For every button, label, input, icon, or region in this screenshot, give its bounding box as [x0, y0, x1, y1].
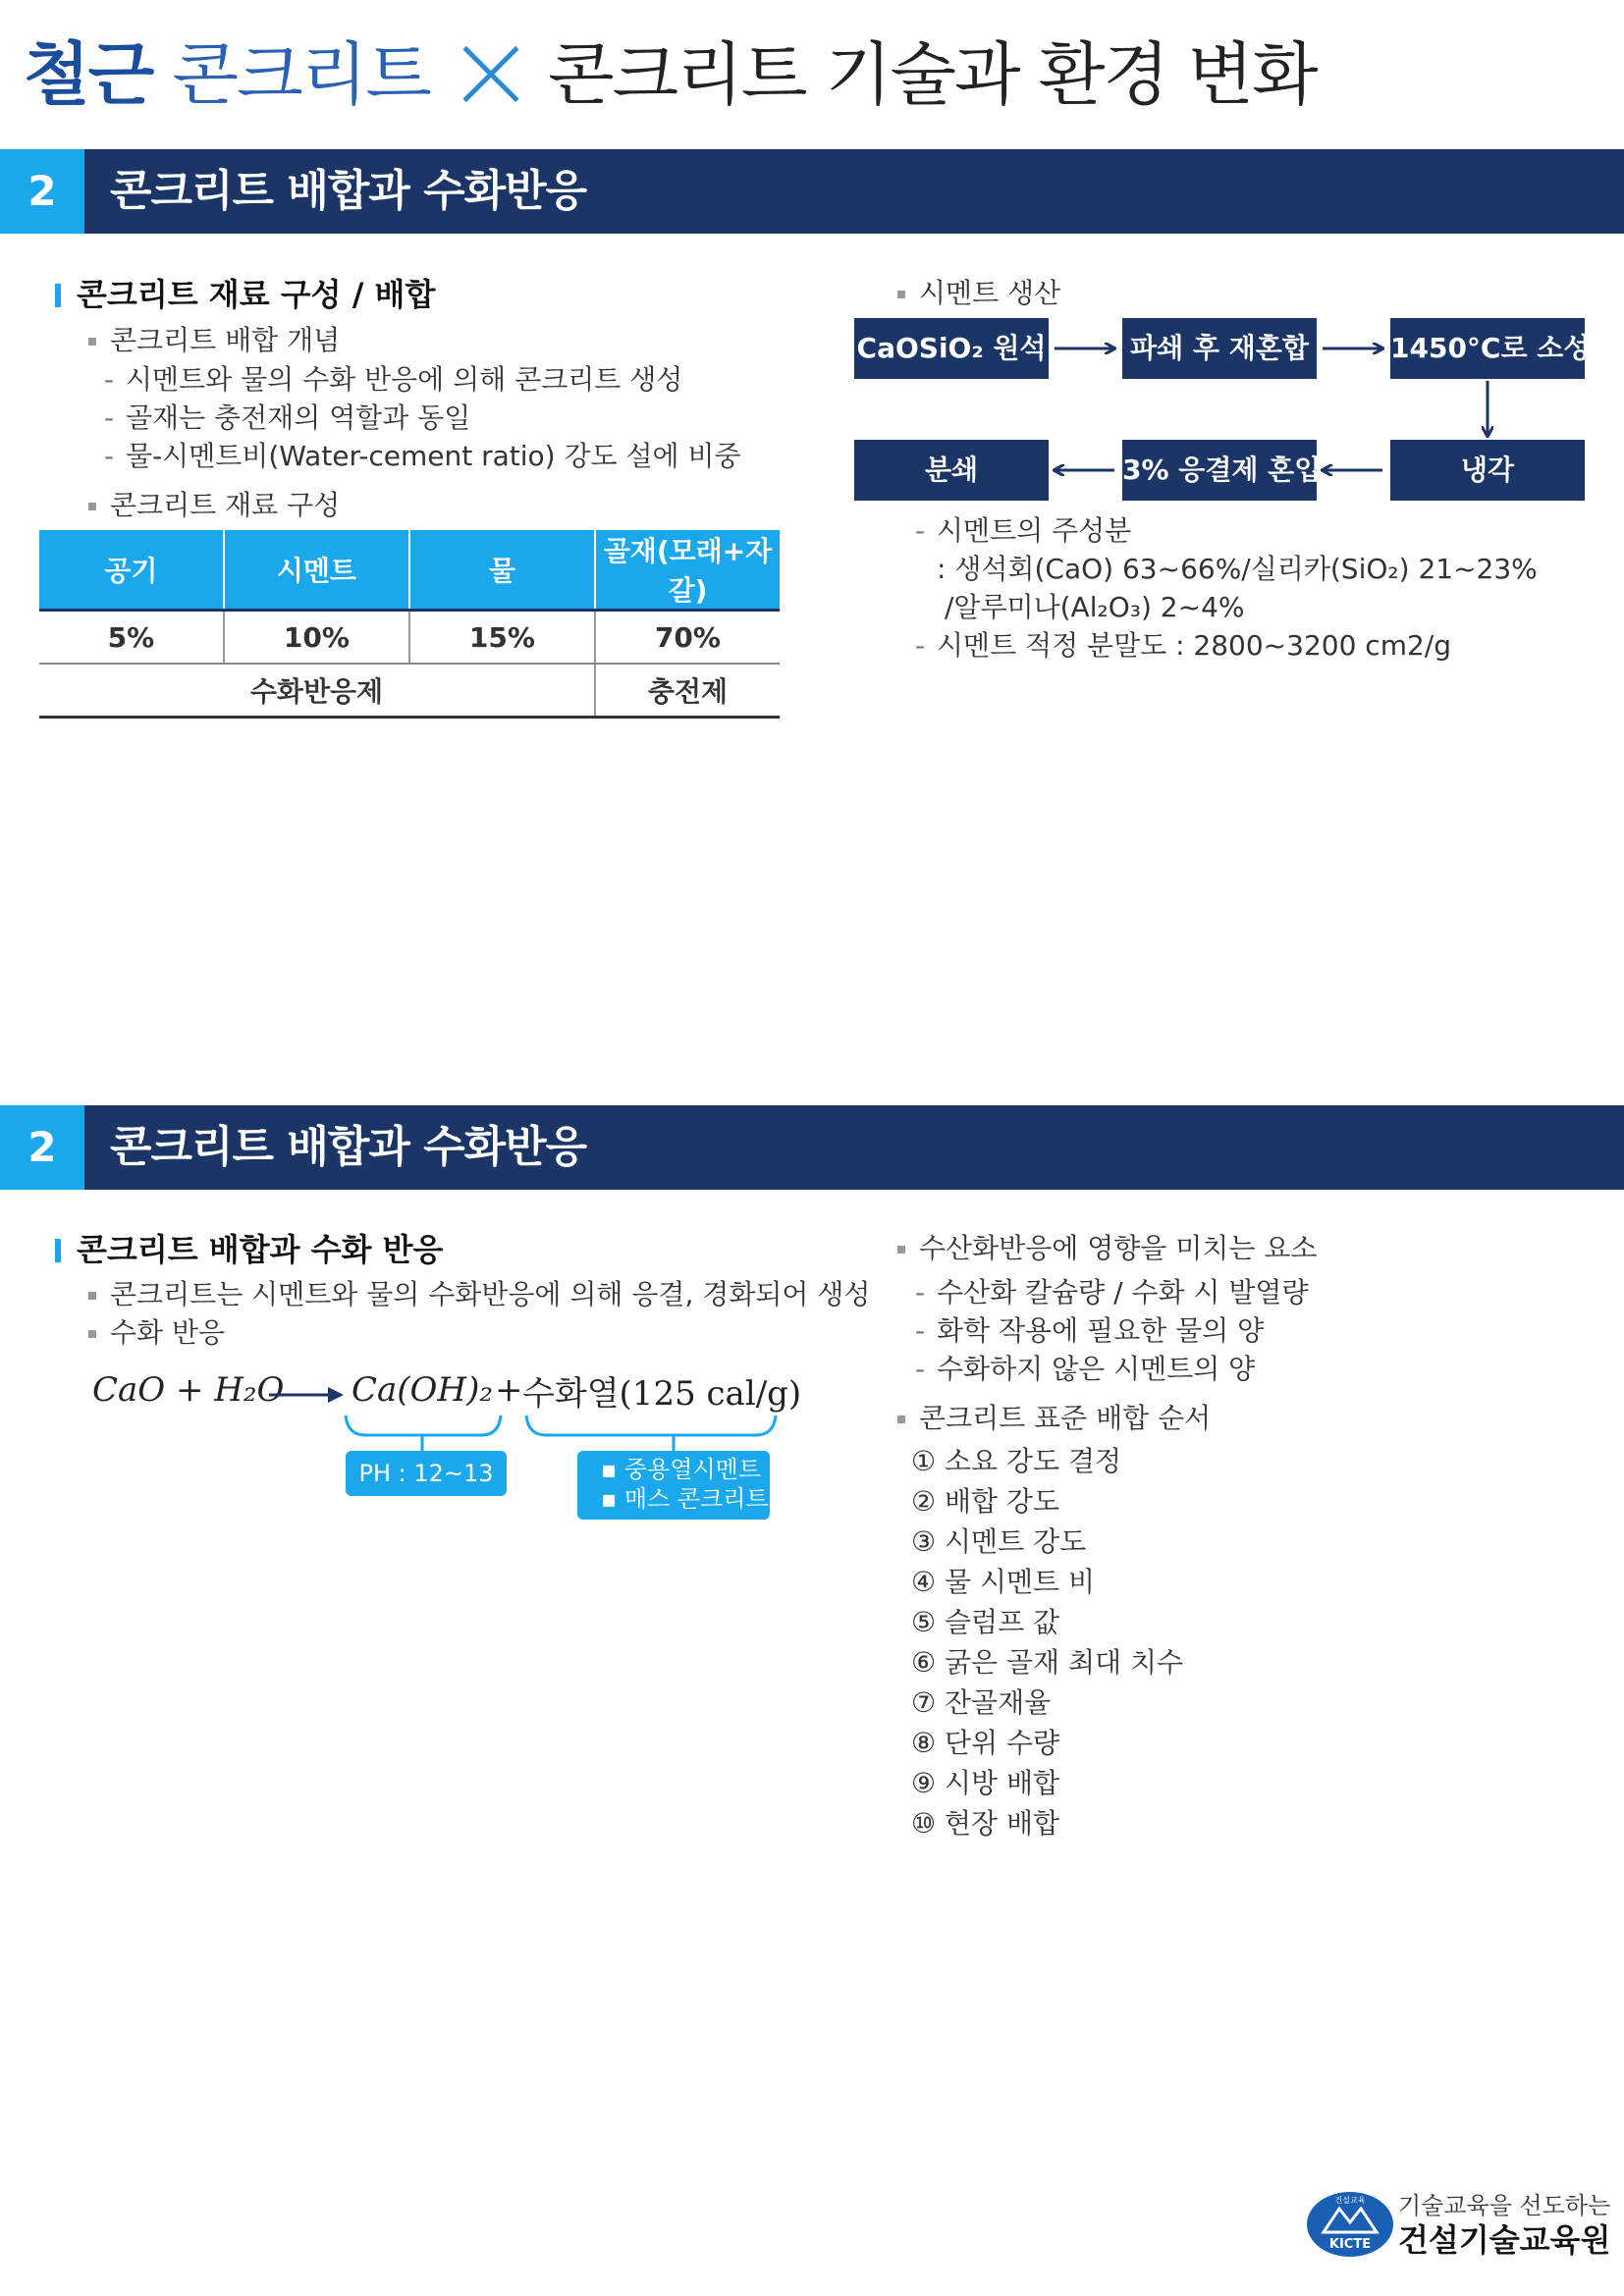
section2-number: 2: [0, 1105, 84, 1190]
equation-brackets: [344, 1414, 785, 1453]
title-part1: 철근: [24, 34, 153, 115]
section2-heading: 콘크리트 배합과 수화 반응: [77, 1231, 444, 1268]
flow-arrows: [844, 304, 1610, 510]
factors-bullet: 수산화반응에 영향을 미치는 요소: [919, 1230, 1317, 1267]
equation-plus: +: [495, 1370, 523, 1410]
reaction-arrow-icon: [269, 1380, 348, 1410]
table-header-row: [39, 530, 780, 611]
heat-uses-box: [577, 1451, 770, 1520]
cement-fineness: - 시멘트 적정 분말도 : 2800~3200 cm2/g: [937, 627, 1451, 665]
table-group-cell: 충전제: [595, 664, 780, 718]
materials-table: [39, 530, 780, 719]
order-step: ② 배합 강도: [911, 1485, 1060, 1518]
order-step: ⑧ 단위 수량: [911, 1727, 1060, 1759]
order-bullet: 콘크리트 표준 배합 순서: [919, 1400, 1211, 1437]
table-row: [39, 611, 780, 665]
order-step: ① 소요 강도 결정: [911, 1445, 1122, 1477]
concept-item: - 시멘트와 물의 수화 반응에 의해 콘크리트 생성: [126, 361, 682, 399]
flow-step-raw-stone: CaOSiO₂ 원석: [854, 318, 1049, 379]
equation-heat-value: (125 cal/g): [619, 1374, 802, 1414]
section1-number: 2: [0, 149, 84, 234]
order-step: ⑤ 슬럼프 값: [911, 1606, 1060, 1638]
materials-bullet: 콘크리트 재료 구성: [110, 487, 340, 524]
equation-heat: [522, 1366, 801, 1415]
order-step: ④ 물 시멘트 비: [911, 1566, 1096, 1598]
cement-composition-label: - 시멘트의 주성분: [937, 512, 1131, 550]
section1-band: [0, 149, 1624, 234]
hydration-equation: [92, 1370, 284, 1410]
document-title: [24, 27, 1317, 122]
flow-step-cool: 냉각: [1390, 440, 1585, 501]
footer-org-name: 건설기술교육원: [1398, 2221, 1611, 2259]
equation-heat-label: 수화열: [522, 1374, 620, 1414]
hydration-bullet: 콘크리트는 시멘트와 물의 수화반응에 의해 응결, 경화되어 생성: [110, 1276, 870, 1313]
factor-item: - 수산화 칼슘량 / 수화 시 발열량: [937, 1274, 1309, 1311]
flow-step-sinter: 1450°C로 소성: [1390, 318, 1585, 379]
title-part3: 콘크리트 기술과 환경 변화: [548, 34, 1317, 115]
order-step: ⑨ 시방 배합: [911, 1767, 1060, 1799]
order-step: ⑥ 굵은 골재 최대 치수: [911, 1646, 1184, 1679]
flow-step-crush: 파쇄 후 재혼합: [1122, 318, 1317, 379]
hydration-reaction-bullet: 수화 반응: [110, 1314, 225, 1352]
section1-heading: 콘크리트 재료 구성 / 배합: [77, 276, 436, 313]
ph-label: PH : 12~13: [346, 1451, 507, 1496]
footer-slogan: 기술교육을 선도하는: [1398, 2192, 1611, 2219]
section2-band: [0, 1105, 1624, 1190]
emblem-top-text: 건설교육: [1334, 2196, 1366, 2205]
equation-lhs: CaO + H₂O: [92, 1370, 285, 1410]
table-cell: 10%: [224, 611, 409, 665]
table-group-row: [39, 664, 780, 718]
section2-title: 콘크리트 배합과 수화반응: [110, 1122, 587, 1172]
factor-item: - 화학 작용에 필요한 물의 양: [937, 1312, 1264, 1350]
cross-icon: [460, 42, 522, 105]
title-part2: 콘크리트: [172, 34, 430, 115]
equation-product: Ca(OH)₂: [352, 1370, 493, 1410]
concept-item: - 물-시멘트비(Water-cement ratio) 강도 설에 비중: [126, 438, 741, 475]
concept-bullet: 콘크리트 배합 개념: [110, 322, 340, 359]
production-bullet: 시멘트 생산: [919, 275, 1060, 312]
table-cell: 15%: [409, 611, 595, 665]
cement-composition-line2: /알루미나(Al₂O₃) 2~4%: [945, 591, 1245, 623]
heat-use-item: ▪ 매스 콘크리트: [601, 1485, 769, 1513]
emblem-text: KICTE: [1328, 2237, 1372, 2252]
flow-step-grind: 분쇄: [854, 440, 1049, 501]
table-header-cell: 공기: [39, 530, 224, 611]
table-group-cell: 수화반응제: [39, 664, 595, 718]
table-header-cell: 골재(모래+자갈): [595, 530, 780, 611]
cement-composition-line1: : 생석회(CaO) 63~66%/실리카(SiO₂) 21~23%: [937, 553, 1538, 585]
order-step: ⑦ 잔골재율: [911, 1686, 1052, 1719]
table-cell: 70%: [595, 611, 780, 665]
order-step: ⑩ 현장 배합: [911, 1807, 1060, 1840]
factor-item: - 수화하지 않은 시멘트의 양: [937, 1351, 1255, 1388]
heat-use-item: ▪ 중용열시멘트: [601, 1456, 761, 1483]
table-header-cell: 시멘트: [224, 530, 409, 611]
concept-item: - 골재는 충전재의 역할과 동일: [126, 400, 470, 437]
section1-title: 콘크리트 배합과 수화반응: [110, 166, 587, 216]
flow-step-gypsum: 3% 응결제 혼입: [1122, 440, 1317, 501]
table-header-cell: 물: [409, 530, 595, 611]
kicte-emblem-logo: [1306, 2191, 1394, 2258]
table-cell: 5%: [39, 611, 224, 665]
order-step: ③ 시멘트 강도: [911, 1525, 1087, 1558]
